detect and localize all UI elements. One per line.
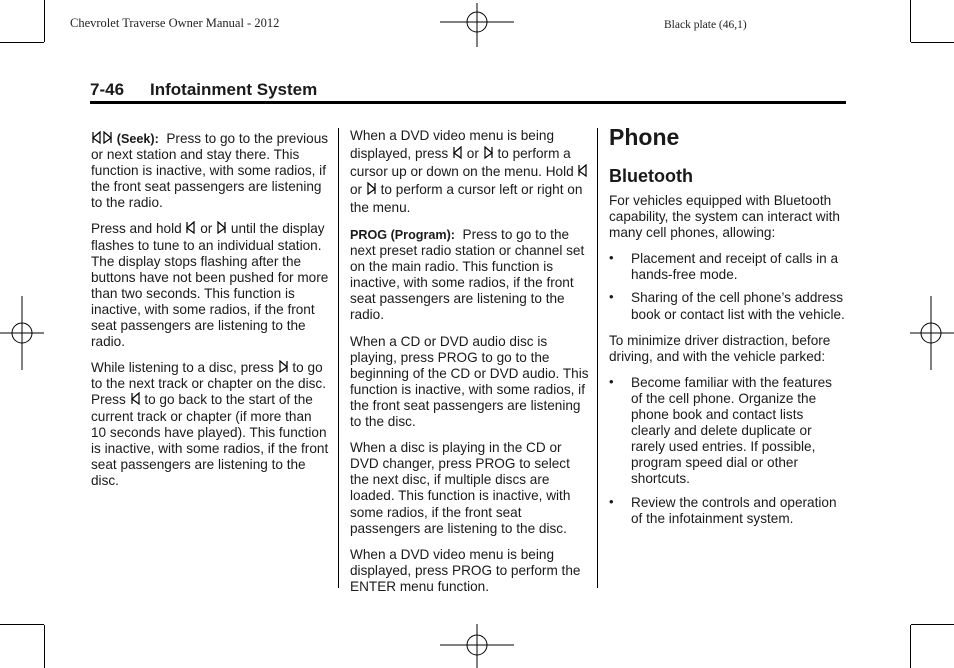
- seek-back-icon: [578, 164, 587, 177]
- crop-mark: [0, 624, 44, 625]
- list-item: • Review the controls and operation of the infotainment system.: [609, 495, 845, 527]
- registration-mark-left: [0, 296, 44, 370]
- text-run: to go back to the start of the current track or chapter (if more than 10 seconds have played). This function is inactive, with some radios, if the front seat passengers are listening to the disc.: [91, 392, 329, 488]
- phone-heading: Phone: [609, 124, 680, 150]
- column-right: [609, 193, 845, 537]
- column-divider: [338, 128, 339, 588]
- seek-forward-icon: [217, 221, 226, 234]
- bluetooth-intro: For vehicles equipped with Bluetooth capability, the system can interact with many cell phones, allowing:: [609, 193, 840, 241]
- registration-mark-bottom: [440, 624, 514, 668]
- seek-back-icon: [186, 221, 195, 234]
- list-item: • Placement and receipt of calls in a hands-free mode.: [609, 251, 845, 283]
- text-run: or: [350, 182, 363, 197]
- bullet-list: [609, 251, 845, 322]
- crop-mark: [910, 0, 911, 42]
- text-run: Press and hold: [91, 221, 182, 237]
- prog-label: PROG (Program):: [350, 228, 455, 242]
- text-run: until the display flashes to tune to an individual station. The display stops flashing after the buttons have not been pushed for more than two seconds. This function is inactive, with some radios, if the front seat passengers are listening to the radio.: [91, 221, 329, 350]
- column-left: [91, 131, 329, 499]
- disc-paragraph: [91, 360, 329, 489]
- text-run: to perform a cursor up or down on the menu. Hold: [350, 146, 574, 179]
- dvd-enter-paragraph: When a DVD video menu is being displayed, press PROG to perform the ENTER menu function.: [350, 546, 581, 594]
- manual-title: Chevrolet Traverse Owner Manual - 2012: [70, 16, 280, 30]
- crop-mark: [911, 42, 954, 43]
- seek-paragraph: [91, 131, 329, 211]
- plate-label: Black plate (46,1): [664, 19, 747, 31]
- list-item: • Sharing of the cell phone’s address book or contact list with the vehicle.: [609, 290, 845, 322]
- seek-forward-icon: [367, 182, 376, 195]
- seek-forward-icon: [279, 360, 288, 373]
- crop-mark: [0, 42, 44, 43]
- changer-paragraph: When a disc is playing in the CD or DVD changer, press PROG to select the next disc, if multiple discs are loaded. This function is inactive, with some radios, if the front seat passengers are listening to the disc.: [350, 440, 571, 536]
- cd-dvd-paragraph: When a CD or DVD audio disc is playing, press PROG to go to the beginning of the CD or DVD audio. This function is inactive, with some radios, if the front seat passengers are listening to the disc.: [350, 333, 589, 430]
- seek-forward-icon: [103, 131, 112, 144]
- seek-back-icon: [131, 392, 140, 405]
- text-run: When a DVD video menu is being displayed, press: [350, 128, 555, 161]
- column-divider: [597, 128, 598, 588]
- bullet-list: [609, 375, 845, 527]
- distraction-paragraph: To minimize driver distraction, before driving, and with the vehicle parked:: [609, 332, 831, 364]
- seek-back-icon: [453, 146, 462, 159]
- column-middle: [350, 127, 590, 605]
- section-rule: [90, 101, 846, 104]
- text-run: or: [200, 221, 213, 237]
- text-run: to go to the next track or chapter on the disc. Press: [91, 360, 326, 408]
- text-run: Press to go to the next preset radio station or channel set on the main radio. This function is inactive, with some radios, if the front seat passengers are listening to the radio.: [350, 227, 585, 323]
- section-title-bar: [90, 80, 846, 100]
- list-item: • Become familiar with the features of the cell phone. Organize the phone book and contact lists clearly and delete duplicate or rarely used entries. If possible, program speed dial or other shortcuts.: [609, 375, 845, 488]
- seek-label: (Seek):: [116, 132, 159, 146]
- press-hold-paragraph: [91, 221, 329, 350]
- seek-text: Press to go to the previous or next station and stay there. This function is inactive, with some radios, if the front seat passengers are listening to the radio.: [91, 131, 329, 211]
- page-number: 7-46: [90, 80, 125, 99]
- crop-mark: [44, 625, 45, 668]
- crop-mark: [910, 625, 911, 668]
- registration-mark-right: [910, 296, 954, 370]
- dvd-menu-paragraph: [350, 127, 590, 217]
- text-run: While listening to a disc, press: [91, 360, 274, 376]
- registration-mark-top: [440, 3, 514, 47]
- section-title: Infotainment System: [150, 80, 318, 99]
- text-run: to perform a cursor left or right on the menu.: [350, 182, 583, 215]
- crop-mark: [911, 624, 954, 625]
- seek-back-icon: [92, 131, 101, 144]
- bluetooth-heading: Bluetooth: [609, 166, 693, 186]
- seek-forward-icon: [484, 146, 493, 159]
- crop-mark: [44, 0, 45, 42]
- prog-paragraph: [350, 227, 590, 324]
- text-run: or: [466, 146, 479, 161]
